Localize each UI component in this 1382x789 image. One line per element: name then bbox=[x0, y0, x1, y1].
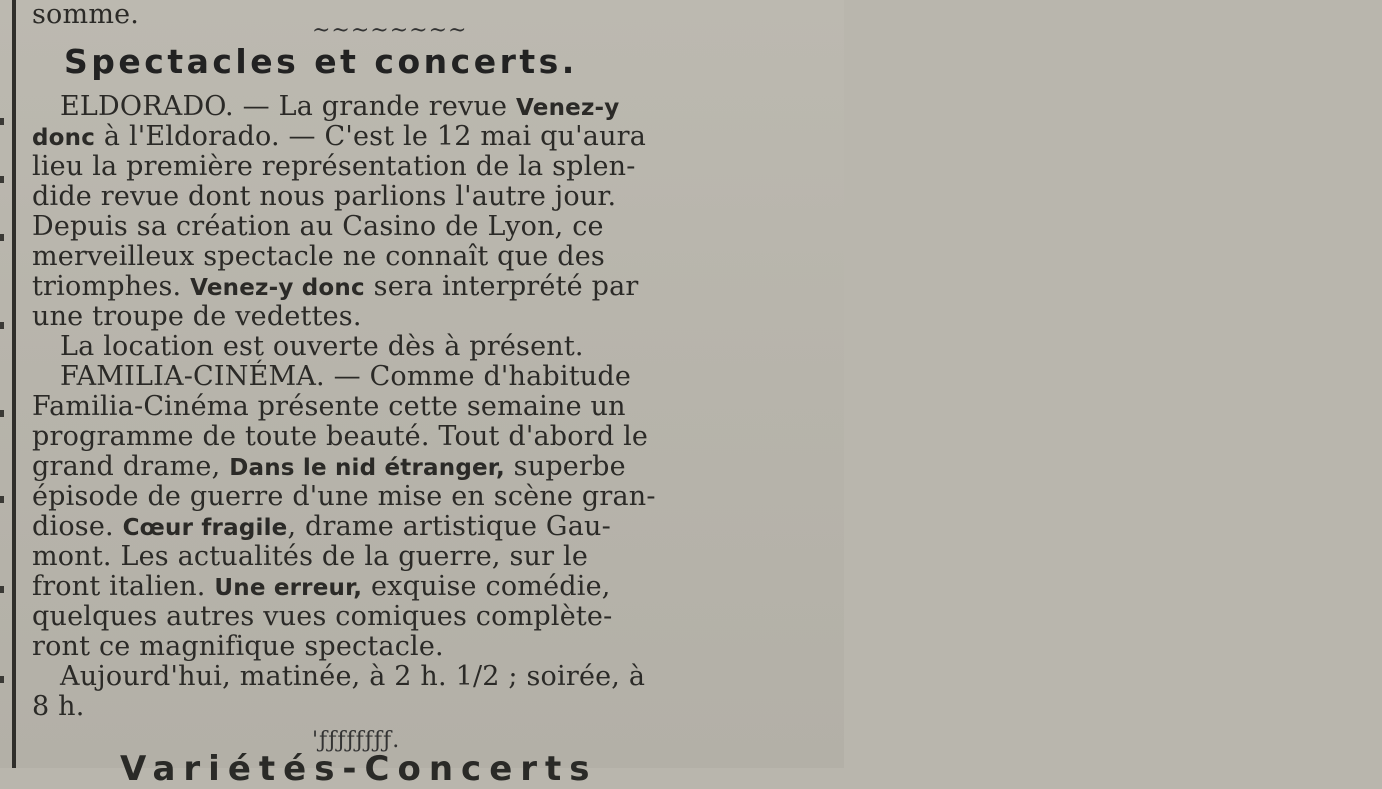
text-line bbox=[32, 542, 758, 572]
text-line bbox=[32, 632, 444, 662]
column-rule bbox=[12, 0, 16, 768]
text-run: programme de toute beauté. Tout d'abord le bbox=[32, 421, 649, 452]
previous-article-tail: somme. bbox=[32, 0, 140, 30]
text-run: Depuis sa création au Casino de Lyon, ce bbox=[32, 211, 604, 242]
text-line bbox=[60, 662, 758, 692]
text-run: sera interprété par bbox=[364, 271, 639, 302]
bold-title: Dans le nid étranger, bbox=[229, 455, 505, 481]
text-line bbox=[32, 272, 758, 303]
text-run: une troupe de vedettes. bbox=[32, 301, 362, 332]
ornament-top: ~~~~~~~~ bbox=[312, 18, 468, 43]
text-line bbox=[60, 332, 584, 362]
text-line bbox=[60, 362, 758, 392]
bold-title: Une erreur, bbox=[214, 575, 363, 601]
text-run: grand drame, bbox=[32, 451, 230, 482]
text-run: 8 h. bbox=[32, 691, 85, 722]
text-run: Familia-Cinéma présente cette semaine un bbox=[32, 391, 626, 422]
text-line bbox=[32, 572, 758, 603]
bold-title: Venez-y bbox=[516, 95, 620, 121]
text-run: exquise comédie, bbox=[362, 571, 611, 602]
text-line bbox=[32, 182, 758, 212]
next-section-title: Variétés-Concerts bbox=[120, 749, 598, 789]
text-line bbox=[60, 92, 758, 123]
text-line bbox=[32, 692, 85, 722]
text-line bbox=[32, 512, 758, 543]
text-run: La location est ouverte dès à présent. bbox=[60, 331, 584, 362]
ornament-bottom: 'ƒƒƒƒƒƒƒƒ. bbox=[312, 728, 401, 753]
text-line bbox=[32, 152, 758, 182]
text-line bbox=[32, 392, 758, 422]
text-run: superbe bbox=[504, 451, 626, 482]
text-run: quelques autres vues comiques complète- bbox=[32, 601, 613, 632]
text-line bbox=[32, 212, 758, 242]
text-line bbox=[32, 302, 362, 332]
text-run: triomphes. bbox=[32, 271, 191, 302]
text-run: ront ce magnifique spectacle. bbox=[32, 631, 444, 662]
text-run: épisode de guerre d'une mise en scène gran- bbox=[32, 481, 656, 512]
text-run: dide revue dont nous parlions l'autre jour. bbox=[32, 181, 617, 212]
text-run: mont. Les actualités de la guerre, sur le bbox=[32, 541, 589, 572]
text-run: front italien. bbox=[32, 571, 215, 602]
text-line bbox=[32, 452, 758, 483]
text-run: diose. bbox=[32, 511, 123, 542]
text-run: lieu la première représentation de la splen- bbox=[32, 151, 636, 182]
text-line bbox=[32, 602, 758, 632]
text-line bbox=[32, 482, 758, 512]
text-run: Aujourd'hui, matinée, à 2 h. 1/2 ; soirée, à bbox=[60, 661, 646, 692]
bold-title: Venez-y donc bbox=[190, 275, 365, 301]
text-line bbox=[32, 422, 758, 452]
text-run: merveilleux spectacle ne connaît que des bbox=[32, 241, 605, 272]
section-title: Spectacles et concerts. bbox=[64, 42, 578, 81]
bold-title: donc bbox=[32, 125, 96, 151]
text-line bbox=[32, 242, 758, 272]
text-run: FAMILIA-CINÉMA. — Comme d'habitude bbox=[60, 361, 632, 392]
text-run: ELDORADO. — La grande revue bbox=[60, 91, 517, 122]
text-run: , drame artistique Gau- bbox=[287, 511, 611, 542]
text-run: à l'Eldorado. — C'est le 12 mai qu'aura bbox=[95, 121, 647, 152]
bold-title: Cœur fragile bbox=[122, 515, 288, 541]
text-line bbox=[32, 122, 758, 153]
